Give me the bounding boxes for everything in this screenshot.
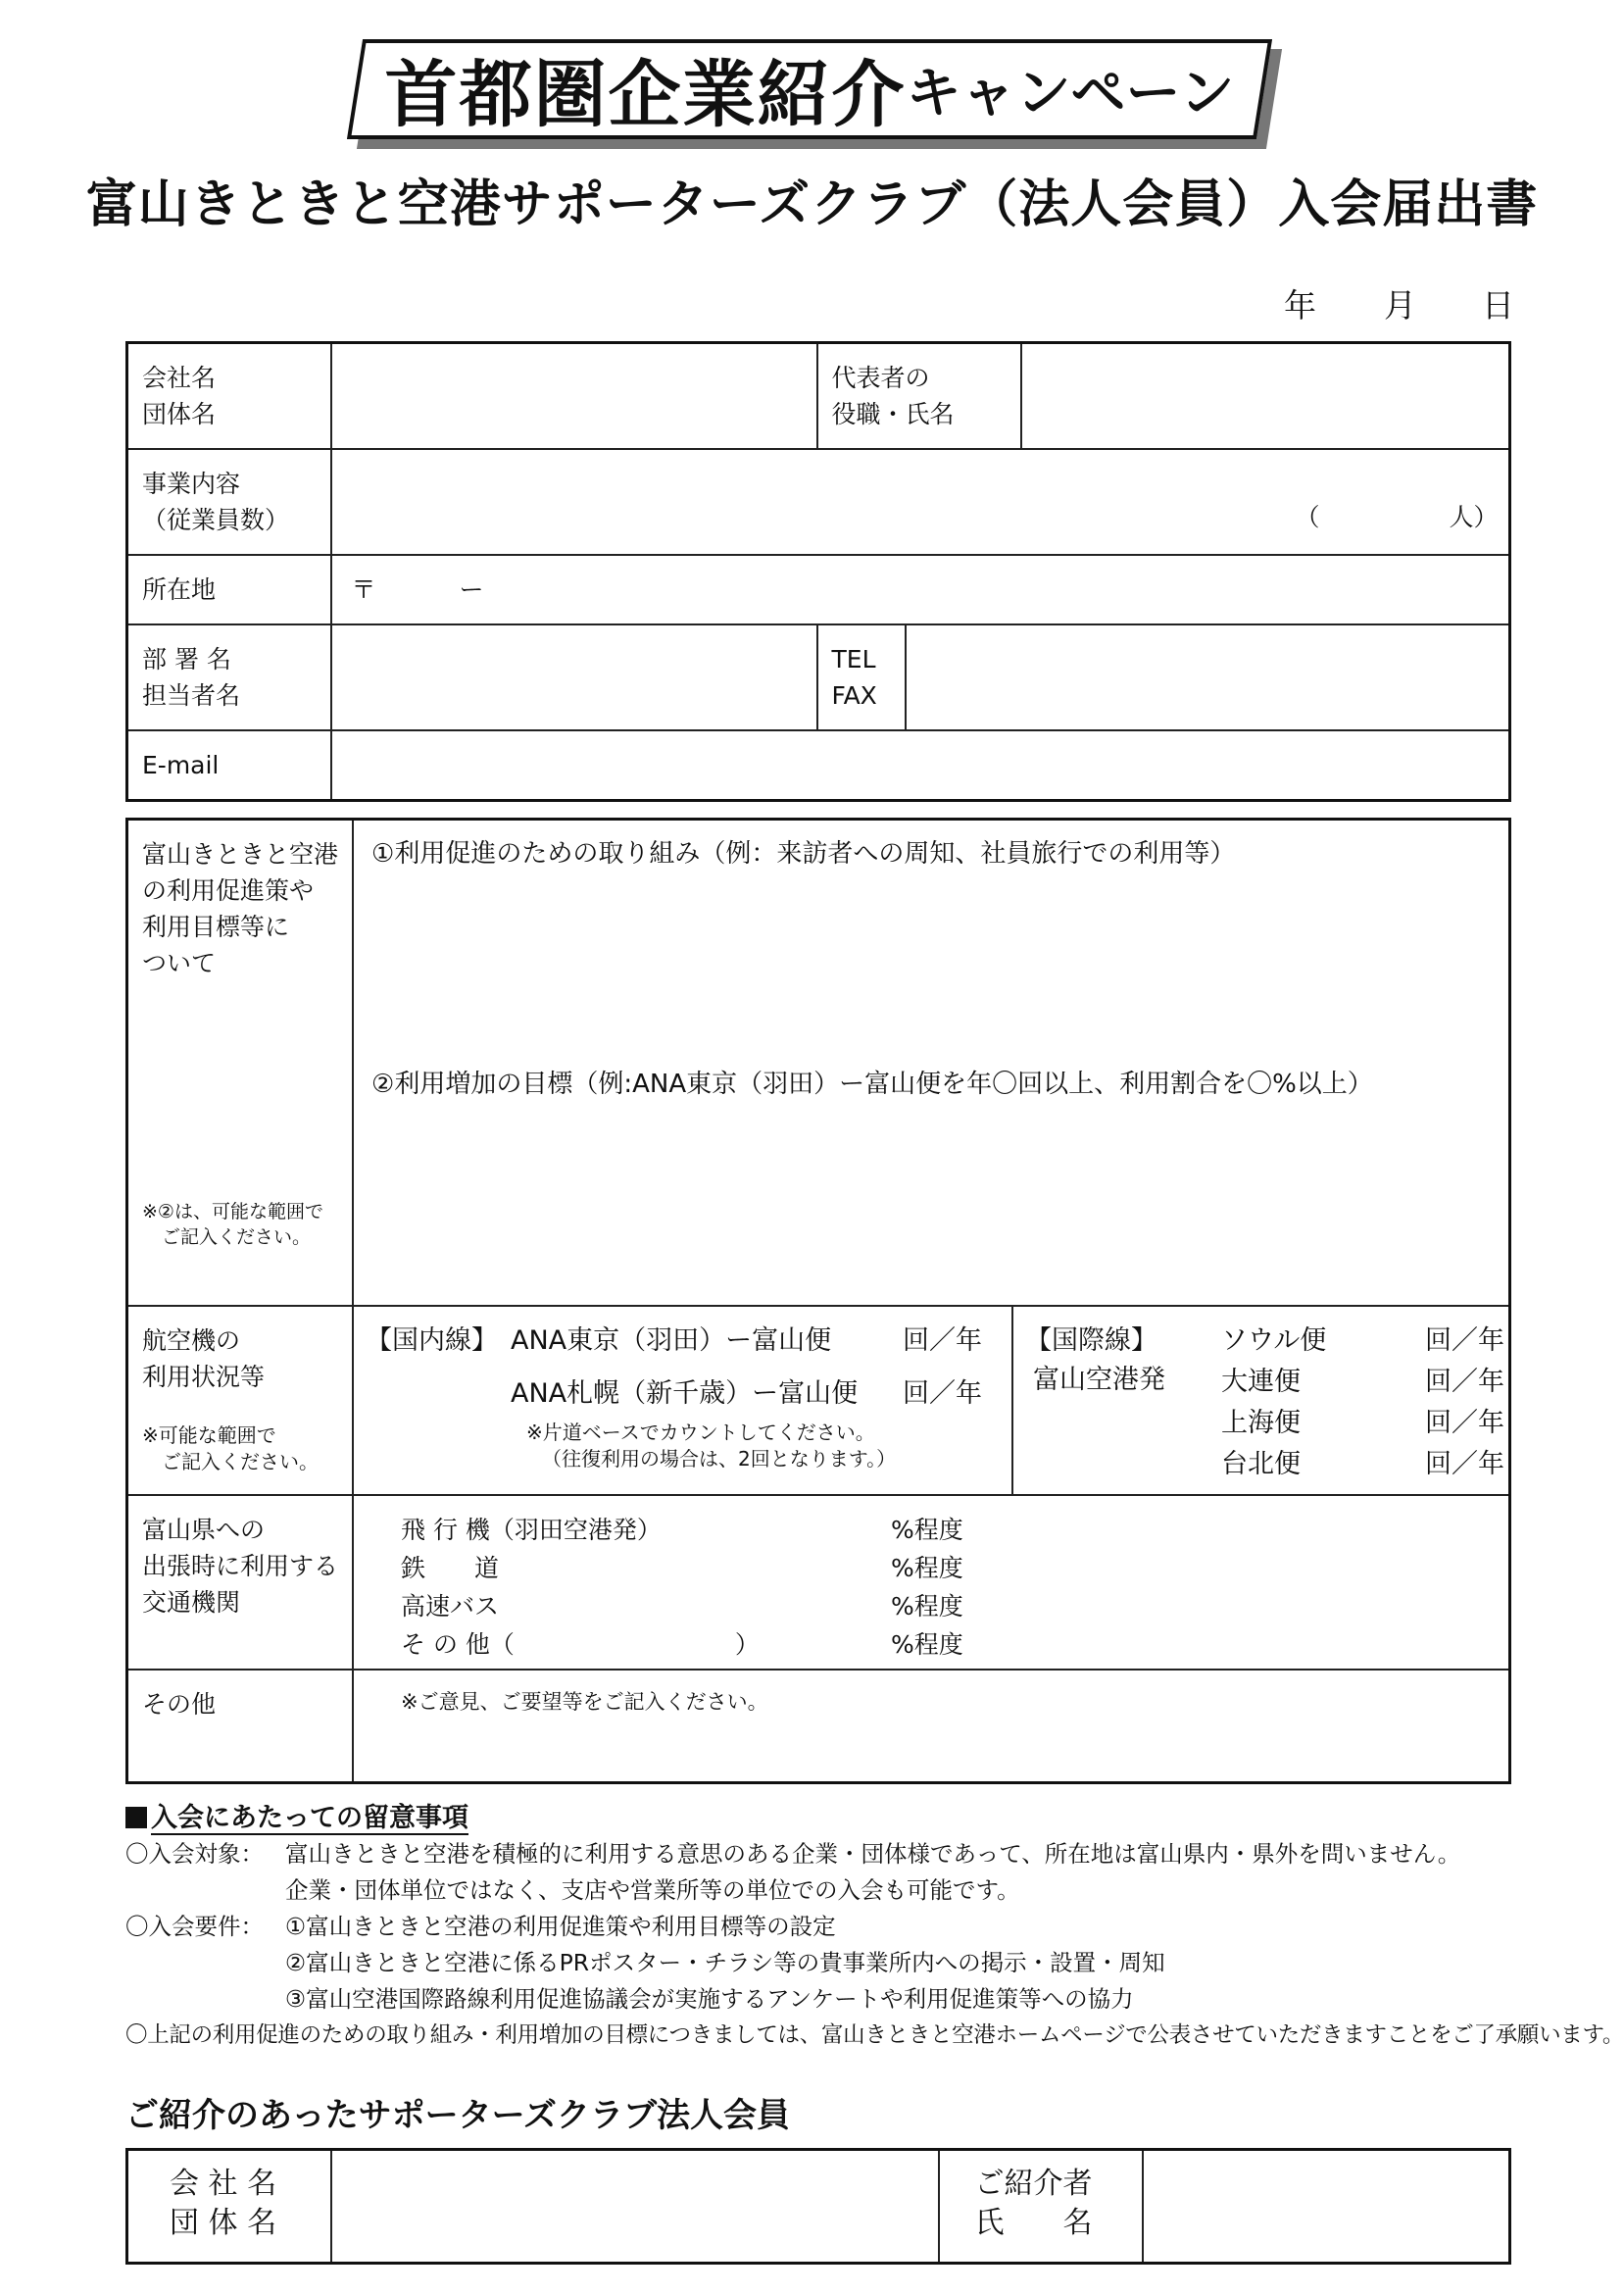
intl-route: ソウル便 — [1221, 1324, 1327, 1356]
date-year[interactable]: 年 — [1284, 286, 1316, 324]
postal-mark: 〒 — [351, 575, 376, 604]
intl-route: 台北便 — [1221, 1448, 1302, 1479]
banner-main: 首都圏企業紹介 — [384, 53, 907, 137]
form-title: 富山きときと空港サポーターズクラブ（法人会員）入会届出書 — [85, 175, 1539, 234]
domestic-label: 【国内線】 — [366, 1324, 499, 1356]
department-field[interactable] — [331, 624, 817, 730]
square-bullet-icon — [125, 1807, 147, 1828]
email-field[interactable] — [331, 730, 1510, 801]
transport-field[interactable] — [353, 1495, 1509, 1670]
notes-last: 〇上記の利用促進のための取り組み・利用増加の目標につきましては、富山きときと空港ホームページで公表させていただきますことをご了承願います。 — [125, 2022, 1624, 2048]
transport-item: そ の 他（ ） — [401, 1629, 760, 1659]
intro-referrer-field[interactable] — [1143, 2150, 1510, 2264]
usage-note: ※②は、可能な範囲で ご記入ください。 — [142, 1201, 323, 1248]
address-field[interactable] — [331, 555, 1510, 624]
tel-fax-label: TEL FAX — [817, 624, 906, 730]
international-field[interactable] — [1012, 1306, 1509, 1495]
intl-label: 【国際線】 — [1025, 1324, 1158, 1356]
intl-route: 上海便 — [1221, 1407, 1302, 1438]
department-label: 部 署 名 担当者名 — [127, 624, 331, 730]
intro-title: ご紹介のあったサポーターズクラブ法人会員 — [125, 2096, 790, 2135]
intro-company-label: 会 社 名 団 体 名 — [127, 2150, 331, 2264]
other-note: ※ご意見、ご要望等をご記入ください。 — [401, 1689, 768, 1714]
transport-unit: %程度 — [891, 1515, 963, 1544]
intl-unit: 回／年 — [1425, 1366, 1505, 1397]
domestic-unit: 回／年 — [903, 1324, 983, 1356]
intro-company-field[interactable] — [331, 2150, 939, 2264]
intl-unit: 回／年 — [1425, 1324, 1505, 1356]
address-label: 所在地 — [127, 555, 331, 624]
domestic-field[interactable] — [353, 1306, 1012, 1495]
business-field[interactable] — [331, 449, 1510, 555]
banner-sub: キャンペーン — [906, 62, 1235, 125]
domestic-unit: 回／年 — [903, 1377, 983, 1409]
flights-label: 航空機の 利用状況等 ※可能な範囲で ご記入ください。 — [127, 1306, 354, 1495]
representative-label: 代表者の 役職・氏名 — [817, 343, 1021, 450]
usage-item-1: ①利用促進のための取り組み（例：来訪者への周知、社員旅行での利用等） — [371, 839, 1236, 869]
company-info-table — [125, 341, 1511, 802]
date-month[interactable]: 月 — [1384, 286, 1416, 324]
notes-row: 〇入会要件： ①富山きときと空港の利用促進策や利用目標等の設定 — [125, 1913, 836, 1940]
transport-item: 鉄 道 — [401, 1553, 500, 1582]
campaign-banner — [355, 39, 1264, 139]
transport-unit: %程度 — [891, 1591, 963, 1621]
transport-item: 高速バス — [401, 1591, 500, 1621]
intl-sub: 富山空港発 — [1033, 1364, 1166, 1395]
transport-item: 飛 行 機（羽田空港発） — [401, 1515, 662, 1544]
notes-row: ②富山きときと空港に係るPRポスター・チラシ等の貴事業所内への掲示・設置・周知 — [285, 1949, 1165, 1976]
intl-unit: 回／年 — [1425, 1407, 1505, 1438]
employees-open: （ — [1295, 503, 1320, 531]
other-field[interactable] — [353, 1670, 1509, 1783]
usage-item-2: ②利用増加の目標（例:ANA東京（羽田）ー富山便を年〇回以上、利用割合を〇%以上） — [371, 1070, 1373, 1099]
company-name-field[interactable] — [331, 343, 817, 450]
notes-row: 企業・団体単位ではなく、支店や営業所等の単位での入会も可能です。 — [285, 1876, 1020, 1904]
usage-table — [125, 818, 1511, 1784]
employees-close: 人） — [1449, 503, 1499, 531]
intl-route: 大連便 — [1221, 1366, 1302, 1397]
company-name-label: 会社名 団体名 — [127, 343, 331, 450]
flights-note: ※可能な範囲で ご記入ください。 — [142, 1422, 319, 1473]
tel-fax-field[interactable] — [906, 624, 1510, 730]
other-label: その他 — [127, 1670, 354, 1783]
email-label: E-mail — [127, 730, 331, 801]
oneway-note: ※片道ベースでカウントしてください。 （往復利用の場合は、2回となります。） — [526, 1420, 897, 1471]
date-day[interactable]: 日 — [1482, 286, 1514, 324]
notes-row: ③富山空港国際路線利用促進協議会が実施するアンケートや利用促進策等への協力 — [285, 1985, 1134, 2013]
membership-notes — [125, 1800, 1624, 2054]
domestic-route: ANA東京（羽田）ー富山便 — [511, 1324, 832, 1356]
business-label: 事業内容 （従業員数） — [127, 449, 331, 555]
transport-unit: %程度 — [891, 1553, 963, 1582]
usage-field[interactable] — [353, 820, 1509, 1306]
transport-unit: %程度 — [891, 1629, 963, 1659]
notes-row: 〇入会対象： 富山きときと空港を積極的に利用する意思のある企業・団体様であって、所在地は富山県内・県外を問いません。 — [125, 1840, 1461, 1868]
intl-unit: 回／年 — [1425, 1448, 1505, 1479]
representative-field[interactable] — [1021, 343, 1510, 450]
postal-dash: ー — [459, 575, 484, 604]
domestic-route: ANA札幌（新千歳）ー富山便 — [511, 1377, 859, 1409]
usage-label: 富山きときと空港 の利用促進策や 利用目標等に ついて ※②は、可能な範囲で ご記入ください。 — [127, 820, 354, 1306]
notes-heading: 入会にあたっての留意事項 — [125, 1800, 1517, 1836]
intro-referrer-label: ご紹介者 氏 名 — [939, 2150, 1143, 2264]
introducer-table — [125, 2148, 1511, 2265]
transport-label: 富山県への 出張時に利用する 交通機関 — [127, 1495, 354, 1670]
